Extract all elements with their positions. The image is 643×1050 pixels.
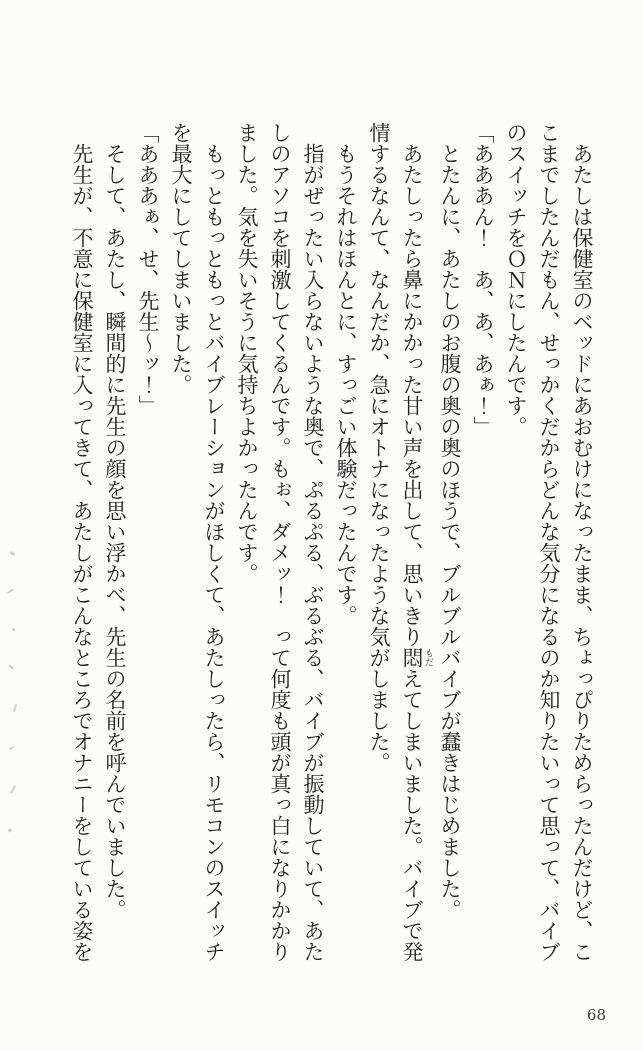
paragraph: もっともっともっとバイブレーションがほしくて、あたしったら、リモコンのスイッチを最大にしてしまいました。	[169, 122, 226, 962]
page-number: 68	[586, 1006, 606, 1024]
paragraph: あたしったら鼻にかかった甘い声を出して、思いきり悶 もだえてしまいました。バイブで発情するなんて、なんだか、急にオトナになったような気がしました。	[367, 122, 433, 962]
paragraph: 指がぜったい入らないような奥で、ぷるぷる、ぶるぶる、バイブが振動していて、あたしのアソコを刺激してくるんです。もぉ、ダメッ！ って何度も頭が真っ白になりかかりました。気を失いそうに気持ちよかったんです。	[235, 122, 325, 962]
ruby-annotated-word: 悶 もだ	[400, 647, 433, 668]
paragraph: 先生が、不意に保健室に入ってきて、あたしがこんなところでオナニーをしている姿を	[70, 143, 94, 962]
paragraph: あたしは保健室のベッドにあおむけになったまま、ちょっぴりためらったんだけど、ここまでしたんだもん、せっかくだからどんな気分になるのか知りたいって思って、バイブのスイッチをＯＮにしたんです。	[504, 122, 594, 962]
page-text	[65, 122, 598, 964]
paragraph: もうそれはほんとに、すっごい体験だったんです。	[334, 143, 358, 626]
paragraph: そして、あたし、瞬間的に先生の顔を思い浮かべ、先生の名前を呼んでいました。	[103, 143, 127, 920]
paragraph: 「あああん！ あ、あ、あぁ！」	[471, 122, 495, 437]
paragraph: とたんに、あたしのお腹の奥の奥のほうで、ブルブルバイブが蠢きはじめました。	[438, 143, 462, 920]
paragraph: 「あああぁ、せ、先生～ッ！」	[136, 122, 160, 416]
ink-bleed-marks	[6, 552, 24, 832]
